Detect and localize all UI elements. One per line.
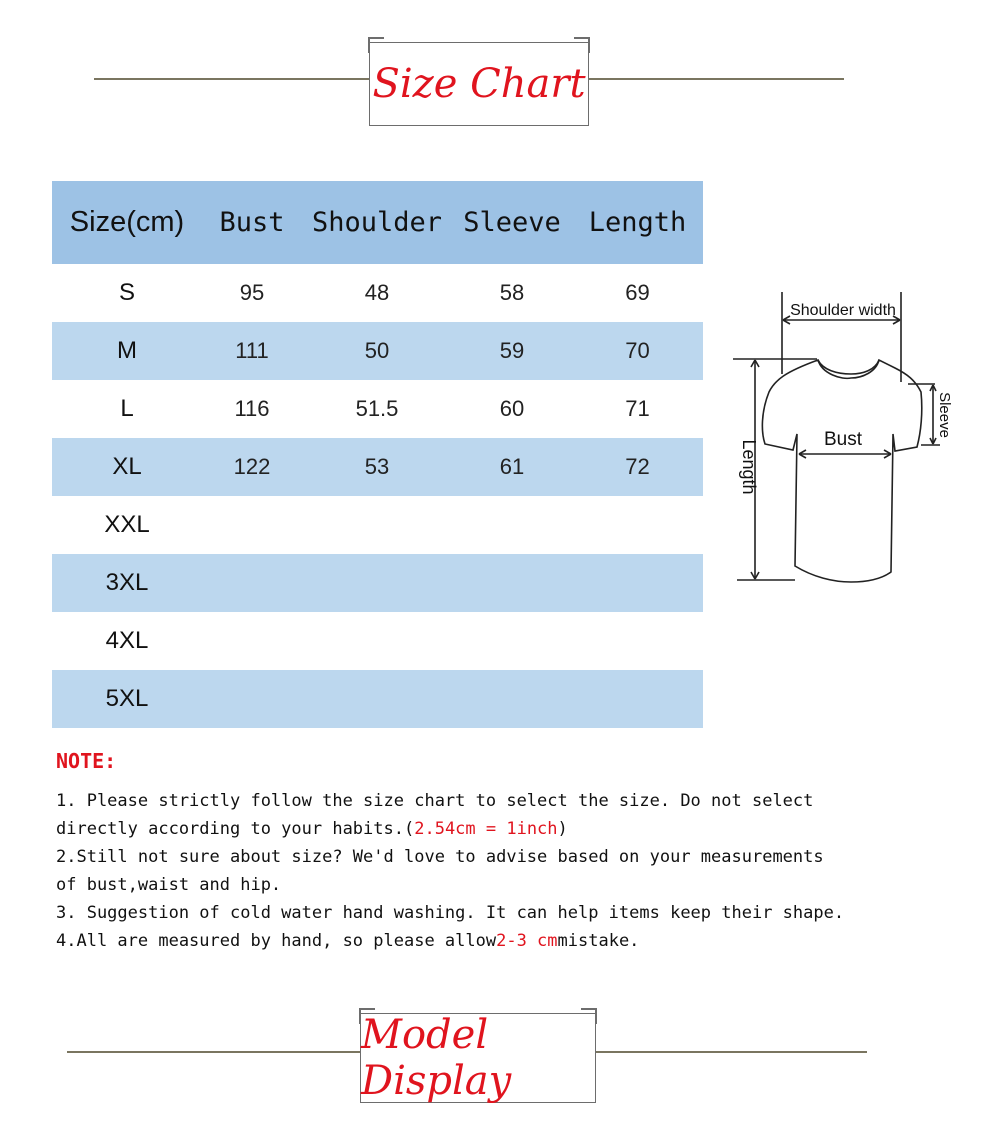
inch-conversion: 2.54cm = 1inch [414, 819, 558, 839]
table-header-row [52, 181, 703, 264]
cell-size: XL [52, 438, 202, 496]
cell-sleeve: 58 [499, 280, 525, 305]
cell-bust [202, 496, 302, 554]
cell-sleeve: 59 [452, 322, 572, 380]
header-size: Size(cm) [52, 181, 202, 264]
table-row [52, 496, 703, 554]
size-chart-banner [369, 42, 589, 126]
cell-sleeve: 60 [499, 396, 525, 421]
note-line-1b [56, 815, 936, 843]
cell-sleeve [452, 496, 572, 554]
cell-bust [202, 670, 302, 728]
cell-shoulder: 48 [364, 280, 390, 305]
cell-bust [202, 612, 302, 670]
cell-length: 71 [625, 396, 650, 421]
cell-shoulder [302, 612, 452, 670]
note-line-1b-text: directly according to your habits.( [56, 819, 415, 839]
note-title: NOTE: [56, 749, 117, 773]
model-display-title: Model Display [361, 1012, 512, 1104]
cell-size: 5XL [52, 670, 202, 728]
cell-shoulder: 53 [302, 438, 452, 496]
cell-size: M [52, 322, 202, 380]
cell-length: 69 [625, 280, 650, 305]
note-line-1a: 1. Please strictly follow the size chart to select the size. Do not select [56, 791, 814, 811]
header-length: Length [572, 181, 703, 264]
table-row [52, 322, 703, 380]
note-line-4-end: mistake. [557, 931, 640, 951]
table-row [52, 612, 703, 670]
note-line-3: 3. Suggestion of cold water hand washing. It can help items keep their shape. [56, 903, 845, 923]
note-line-1b-end: ) [557, 819, 568, 839]
cell-length [572, 554, 703, 612]
table-row [52, 380, 703, 438]
cell-shoulder [302, 554, 452, 612]
length-label: Length [739, 439, 759, 495]
cell-shoulder [302, 670, 452, 728]
cell-bust: 116 [234, 396, 270, 421]
note-line-2b: of bust,waist and hip. [56, 875, 282, 895]
cell-size: L [120, 395, 134, 422]
cell-bust: 122 [202, 438, 302, 496]
note-line-2a: 2.Still not sure about size? We'd love to advise based on your measurements [56, 847, 824, 867]
table-row [52, 438, 703, 496]
note-line-4-text: 4.All are measured by hand, so please allow [56, 931, 497, 951]
sleeve-label: Sleeve [936, 392, 953, 438]
cell-sleeve: 61 [452, 438, 572, 496]
cell-sleeve [452, 670, 572, 728]
cell-bust: 111 [202, 322, 302, 380]
cell-shoulder: 51.5 [355, 396, 399, 421]
note-line-4 [56, 927, 936, 955]
cell-shoulder: 50 [302, 322, 452, 380]
cell-length: 70 [572, 322, 703, 380]
cell-size: S [118, 279, 135, 306]
cell-length [572, 612, 703, 670]
cell-sleeve [452, 554, 572, 612]
table-row [52, 264, 703, 322]
size-chart-title: Size Chart [372, 61, 586, 107]
cell-size: XXL [104, 511, 150, 538]
cell-bust [202, 554, 302, 612]
cell-bust: 95 [239, 280, 265, 305]
cell-shoulder [302, 496, 452, 554]
cell-length: 72 [572, 438, 703, 496]
measurement-tolerance: 2-3 cm [496, 931, 558, 951]
tshirt-outline-icon [762, 360, 921, 582]
tshirt-measurement-diagram [725, 282, 965, 592]
model-display-banner [360, 1013, 596, 1103]
header-sleeve: Sleeve [452, 181, 572, 264]
bust-label: Bust [823, 429, 863, 450]
table-row [52, 670, 703, 728]
header-shoulder: Shoulder [302, 181, 452, 264]
table-row [52, 554, 703, 612]
cell-length [572, 496, 703, 554]
cell-length [572, 670, 703, 728]
cell-size: 4XL [105, 627, 149, 654]
size-table [52, 181, 703, 728]
header-bust: Bust [202, 181, 302, 264]
notes-section [56, 749, 936, 955]
shoulder-width-label: Shoulder width [790, 302, 896, 319]
cell-size: 3XL [52, 554, 202, 612]
cell-sleeve [452, 612, 572, 670]
